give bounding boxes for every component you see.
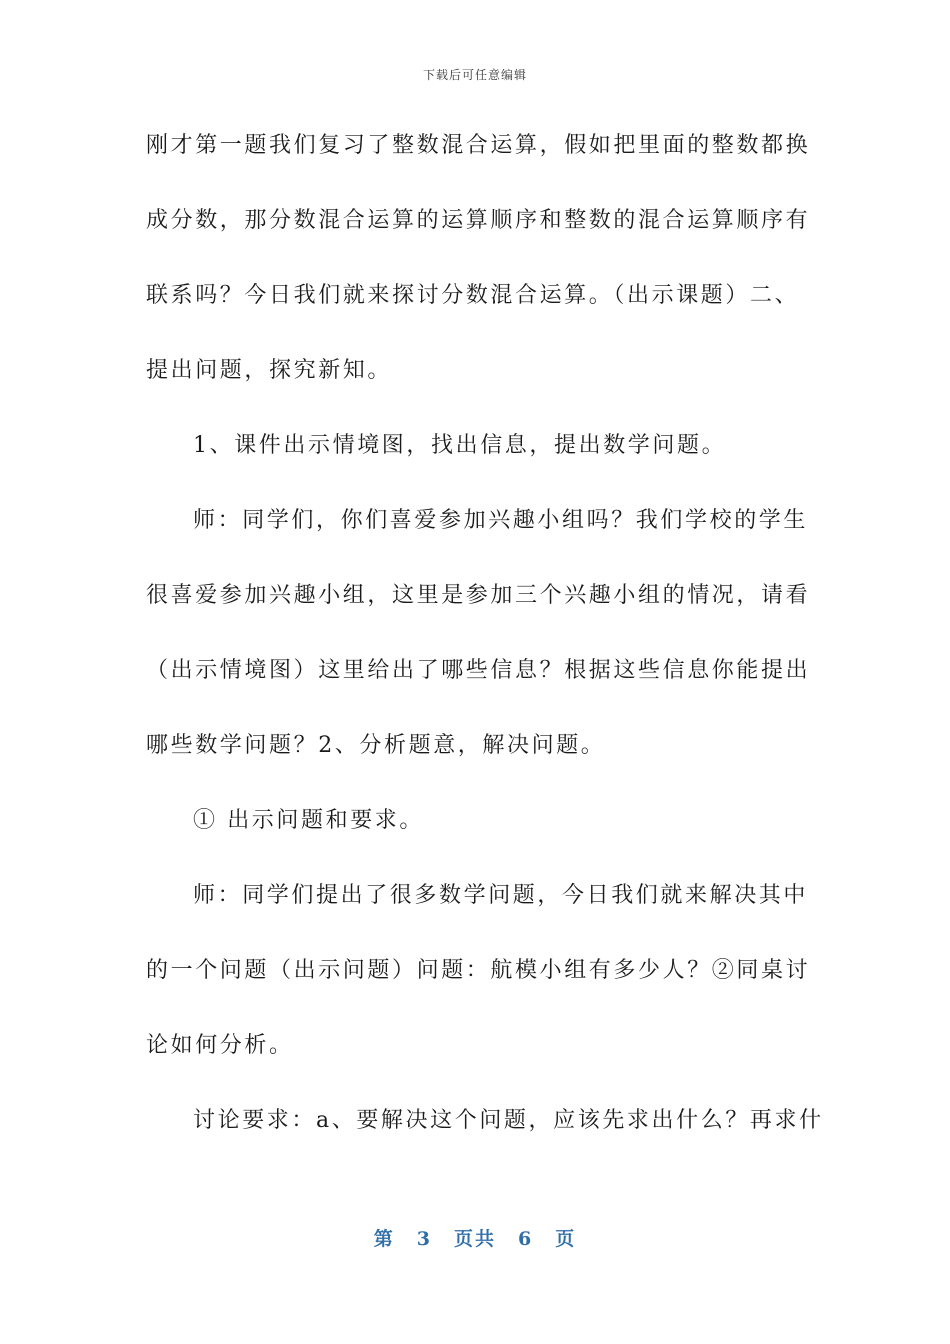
text-line-10: ① 出示问题和要求。 xyxy=(193,808,424,833)
page-header: 下载后可任意编辑 xyxy=(422,68,527,82)
text-line-9: 哪些数学问题？2、分析题意，解决问题。 xyxy=(146,733,606,758)
text-line-1: 刚才第一题我们复习了整数混合运算，假如把里面的整数都换 xyxy=(146,133,811,158)
footer-page-number: 3 xyxy=(416,1228,432,1250)
text-line-2: 成分数，那分数混合运算的运算顺序和整数的混合运算顺序有 xyxy=(146,208,811,233)
footer-total-pages: 6 xyxy=(518,1228,534,1250)
text-line-11: 师：同学们提出了很多数学问题，今日我们就来解决其中 xyxy=(193,883,809,908)
text-line-12: 的一个问题（出示问题）问题：航模小组有多少人？②同桌讨 xyxy=(146,958,811,983)
footer-page-mid: 页共 xyxy=(453,1228,496,1250)
text-line-5: 1、课件出示情境图，找出信息，提出数学问题。 xyxy=(193,433,727,458)
text-line-14: 讨论要求：a、要解决这个问题，应该先求出什么？再求什 xyxy=(193,1108,824,1133)
text-line-8: （出示情境图）这里给出了哪些信息？根据这些信息你能提出 xyxy=(146,658,811,683)
text-line-7: 很喜爱参加兴趣小组，这里是参加三个兴趣小组的情况，请看 xyxy=(146,583,811,608)
footer-page-label: 第 xyxy=(373,1228,395,1250)
footer-page-suffix: 页 xyxy=(555,1228,577,1250)
text-line-4: 提出问题，探究新知。 xyxy=(146,358,393,383)
text-line-3: 联系吗？今日我们就来探讨分数混合运算。（出示课题）二、 xyxy=(146,283,800,308)
page-footer xyxy=(0,1224,950,1251)
text-line-6: 师：同学们，你们喜爱参加兴趣小组吗？我们学校的学生 xyxy=(193,508,809,533)
document-body xyxy=(146,124,824,1174)
text-line-13: 论如何分析。 xyxy=(146,1033,294,1058)
